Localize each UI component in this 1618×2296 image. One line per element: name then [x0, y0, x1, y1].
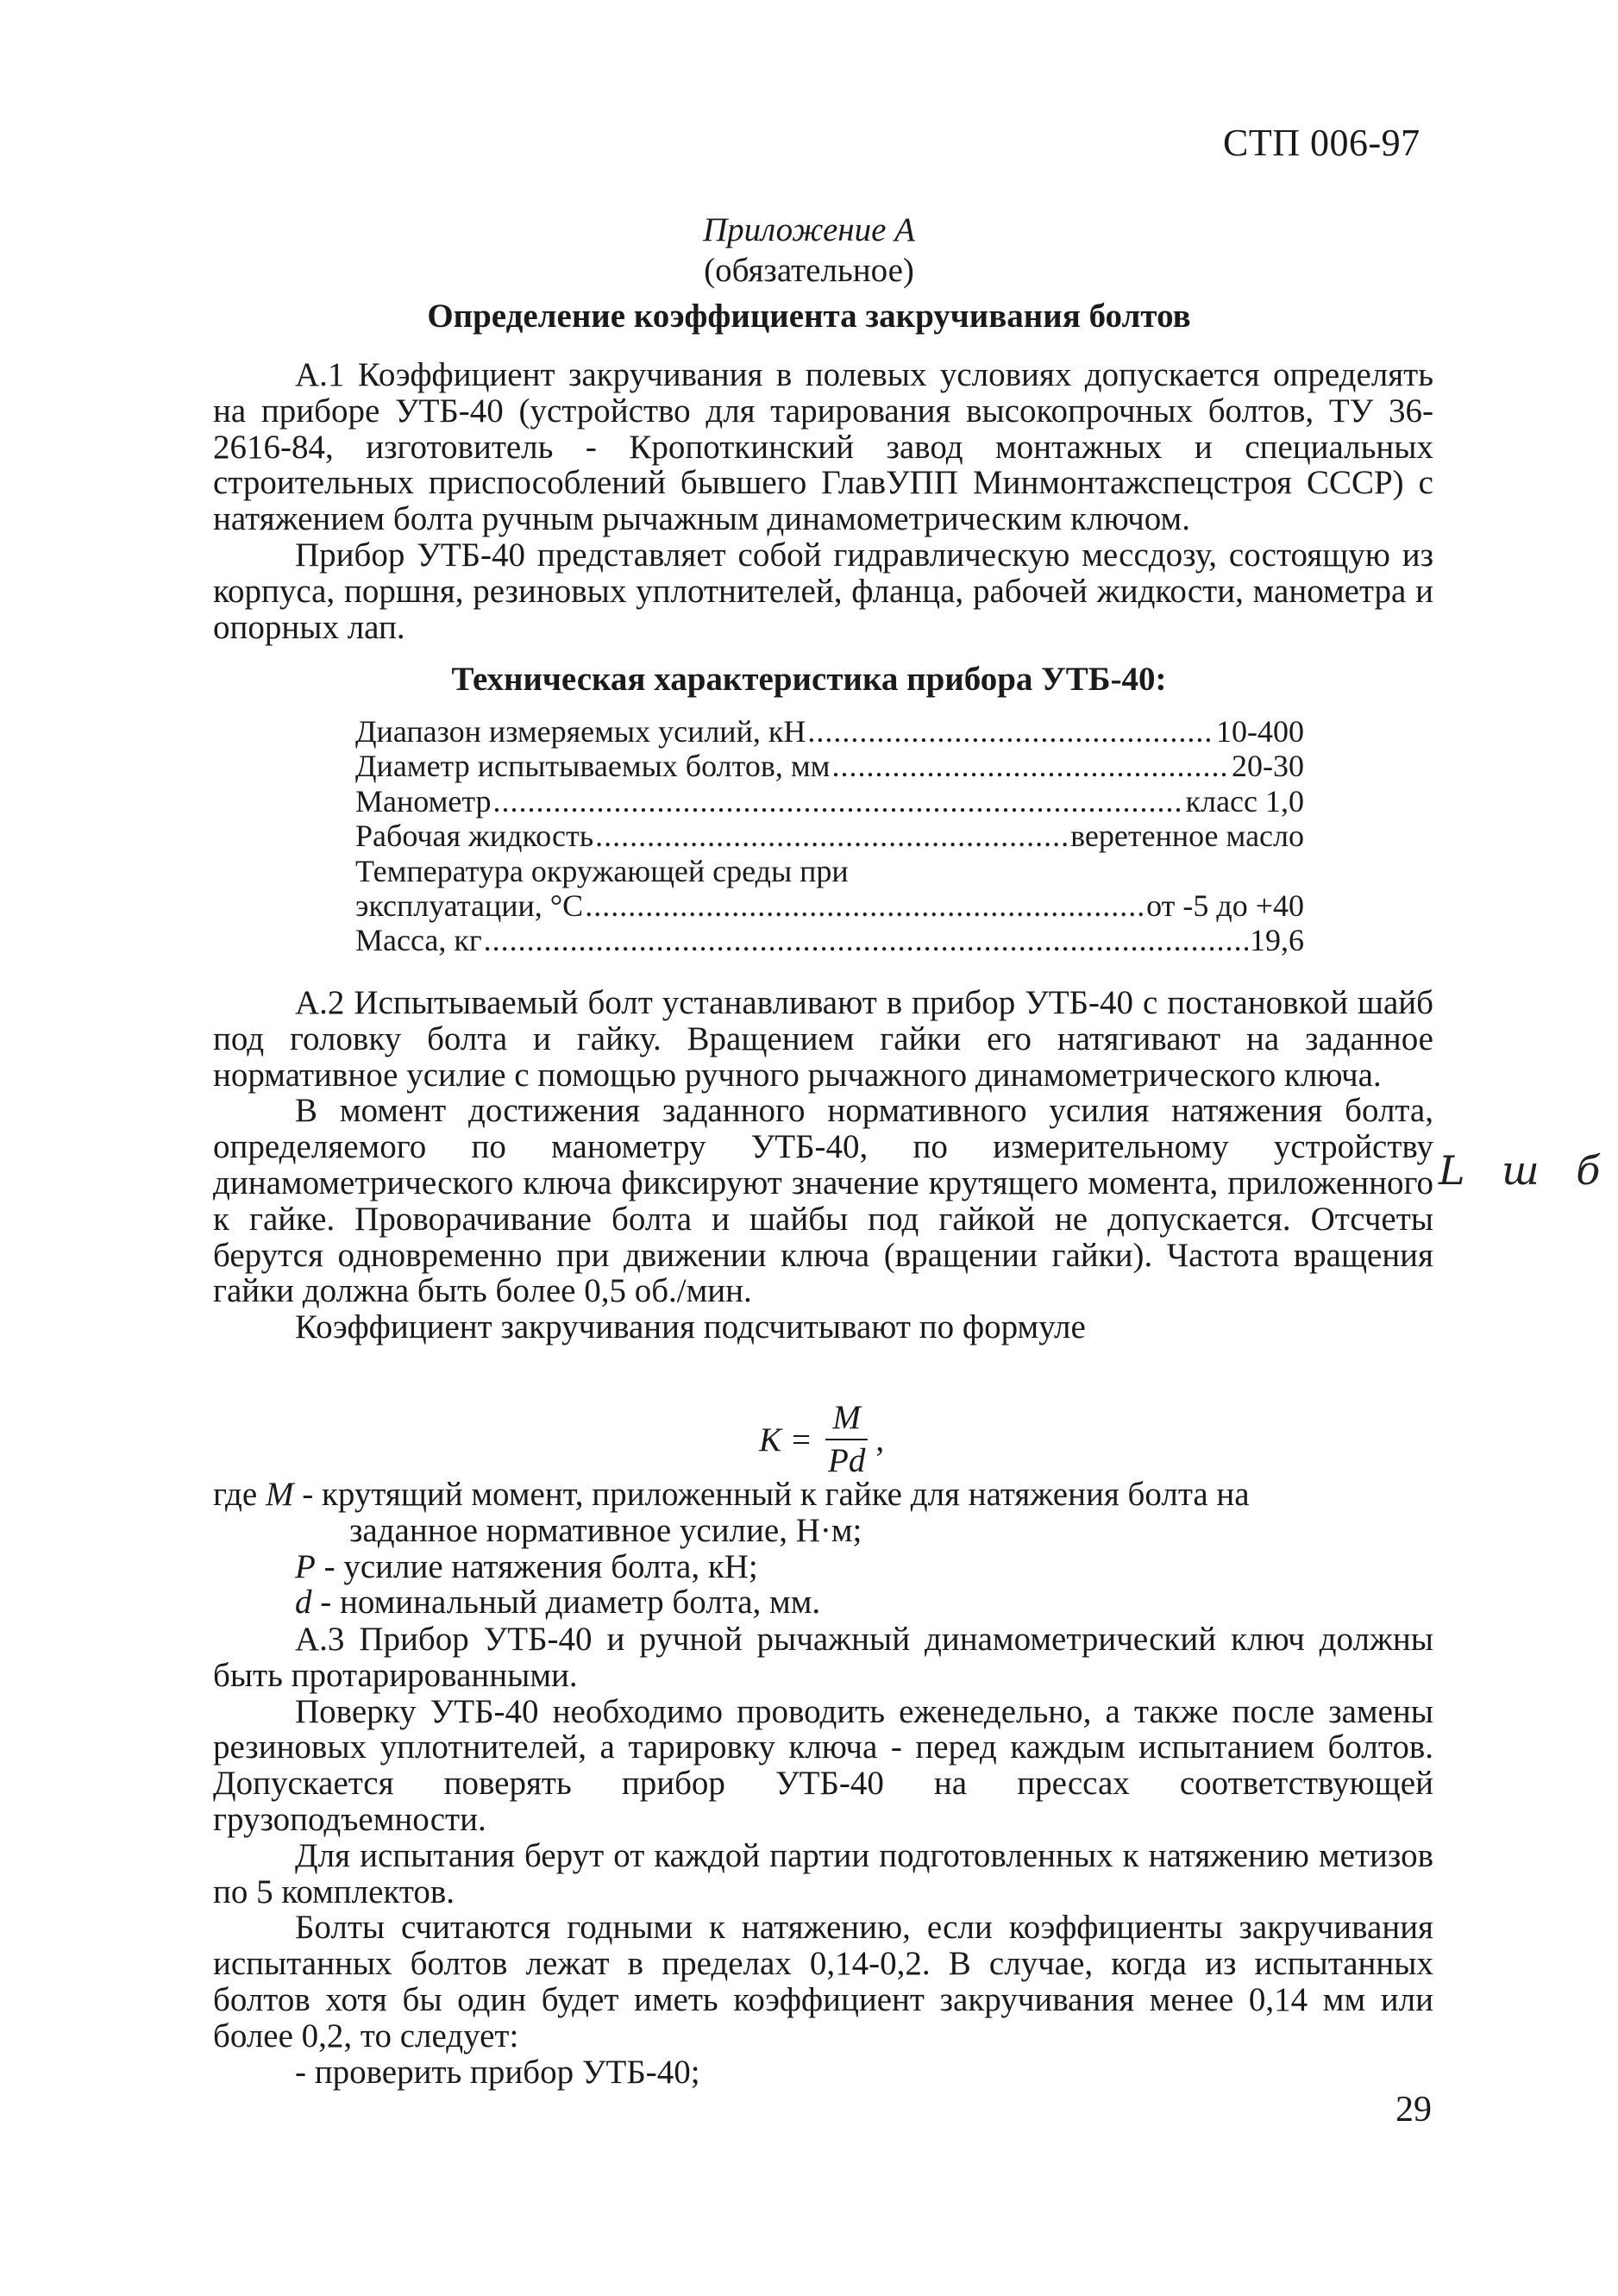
appendix-title: Приложение А	[703, 211, 915, 248]
leader-dots	[595, 819, 1069, 853]
leader-dots	[585, 888, 1145, 923]
legend-symbol-p: P	[295, 1547, 316, 1585]
spec-name: Масса, кг	[355, 923, 482, 958]
paragraph-sampling: Для испытания берут от каждой партии подготовленных к натяжению метизов по 5 комплектов.	[213, 1836, 1433, 1910]
leader-dots	[484, 923, 1248, 957]
page-number: 29	[1395, 2090, 1432, 2130]
legend-text-m: - крутящий момент, приложенный к гайке для натяжения болта на	[302, 1476, 1250, 1513]
paragraph-a3: А.3 Прибор УТБ-40 и ручной рычажный динамометрический ключ должны быть протарированными.	[213, 1621, 1433, 1694]
appendix-status: (обязательное)	[704, 252, 914, 289]
closing-text	[213, 1622, 1433, 2090]
spec-row	[355, 784, 1304, 819]
formula-lhs: K	[759, 1421, 782, 1459]
formula-fraction	[821, 1399, 872, 1480]
spec-row	[355, 819, 1304, 853]
spec-name: Манометр	[355, 783, 492, 819]
legend-text-p: - усилие натяжения болта, кН;	[323, 1547, 758, 1585]
paragraph-device-description: Прибор УТБ-40 представляет собой гидравлическую мессдозу, состоящую из корпуса, поршня, резиновых уплотнителей, фланца, рабочей жидкости, манометра и опорных лап.	[213, 536, 1433, 646]
paragraph-a1: А.1 Коэффициент закручивания в полевых условиях допускается определять на приборе УТБ-40 (устройство для тарирования высокопрочных болтов, ТУ 36-2616-84, изготовитель - Кропоткинский завод монтажных и специальных строительных приспособлений бывшего ГлавУПП Минмонтажспецстроя СССР) с натяжением болта ручным рычажным динамометрическим ключом.	[213, 356, 1433, 538]
paragraph-formula-intro: Коэффициент закручивания подсчитывают по формуле	[295, 1308, 1086, 1346]
method-text	[213, 985, 1433, 1346]
torque-coefficient-formula	[759, 1399, 884, 1480]
formula-equals: =	[792, 1421, 812, 1459]
formula-legend	[213, 1477, 1433, 1621]
legend-m	[213, 1477, 1433, 1513]
intro-text	[213, 357, 1433, 645]
handwritten-margin-note: L ш б	[1439, 1147, 1613, 1194]
spec-value: класс 1,0	[1185, 783, 1304, 819]
list-item: - проверить прибор УТБ-40;	[295, 2053, 700, 2091]
spec-row	[355, 888, 1304, 923]
spec-name: Диапазон измеряемых усилий, кН	[355, 714, 806, 749]
tech-spec-heading: Техническая характеристика прибора УТБ-40:	[451, 661, 1167, 698]
spec-value: веретенное масло	[1070, 819, 1304, 854]
spec-value: 20-30	[1232, 749, 1304, 784]
spec-name: Рабочая жидкость	[355, 819, 594, 854]
document-code: СТП 006-97	[1223, 122, 1420, 164]
spec-value: от -5 до +40	[1146, 888, 1304, 924]
tech-spec-list	[355, 714, 1304, 958]
spec-row	[355, 923, 1304, 957]
spec-name-line1: Температура окружающей среды при	[355, 853, 849, 888]
legend-symbol-d: d	[295, 1584, 312, 1622]
leader-dots	[831, 749, 1230, 783]
paragraph-measurement: В момент достижения заданного нормативного усилия натяжения болта, определяемого по манометру УТБ-40, по измерительному устройству динамометрического ключа фиксируют значение крутящего момента, приложенного к гайке. Проворачивание болта и шайбы под гайкой не допускается. Отсчеты берутся одновременно при движении ключа (вращении гайки). Частота вращения гайки должна быть более 0,5 об./мин.	[213, 1092, 1433, 1310]
section-heading: Определение коэффициента закручивания болтов	[427, 298, 1191, 335]
formula-denominator: Pd	[828, 1442, 866, 1479]
paragraph-verification: Поверку УТБ-40 необходимо проводить еженедельно, а также после замены резиновых уплотнителей, а тарировку ключа - перед каждым испытанием болтов. Допускается поверять прибор УТБ-40 на прессах соответствующей грузоподъемности.	[213, 1692, 1433, 1838]
formula-numerator: M	[825, 1399, 868, 1440]
leader-dots	[493, 784, 1184, 819]
paragraph-a2: А.2 Испытываемый болт устанавливают в прибор УТБ-40 с постановкой шайб под головку болта и гайку. Вращением гайки его натягивают на заданное нормативное усилие с помощью ручного рычажного динамометрического ключа.	[213, 984, 1433, 1094]
legend-p	[213, 1549, 1433, 1585]
spec-value: 19,6	[1250, 923, 1304, 958]
legend-symbol-m: M	[265, 1476, 294, 1513]
spec-row	[355, 714, 1304, 749]
spec-name: эксплуатации, °С	[355, 888, 584, 924]
spec-name: Диаметр испытываемых болтов, мм	[355, 749, 831, 784]
legend-where: где	[213, 1476, 258, 1513]
legend-text-d: - номинальный диаметр болта, мм.	[320, 1584, 821, 1622]
legend-m-continued: заданное нормативное усилие, Н·м;	[349, 1511, 862, 1549]
legend-d	[213, 1584, 1433, 1621]
formula-trailing-comma: ,	[875, 1421, 885, 1459]
spec-row	[355, 749, 1304, 783]
spec-row-label-line	[355, 854, 1304, 888]
leader-dots	[807, 714, 1214, 749]
paragraph-acceptance: Болты считаются годными к натяжению, если коэффициенты закручивания испытанных болтов лежат в пределах 0,14-0,2. В случае, когда из испытанных болтов хотя бы один будет иметь коэффициент закручивания менее 0,14 мм или более 0,2, то следует:	[213, 1909, 1433, 2054]
spec-value: 10-400	[1216, 714, 1304, 749]
